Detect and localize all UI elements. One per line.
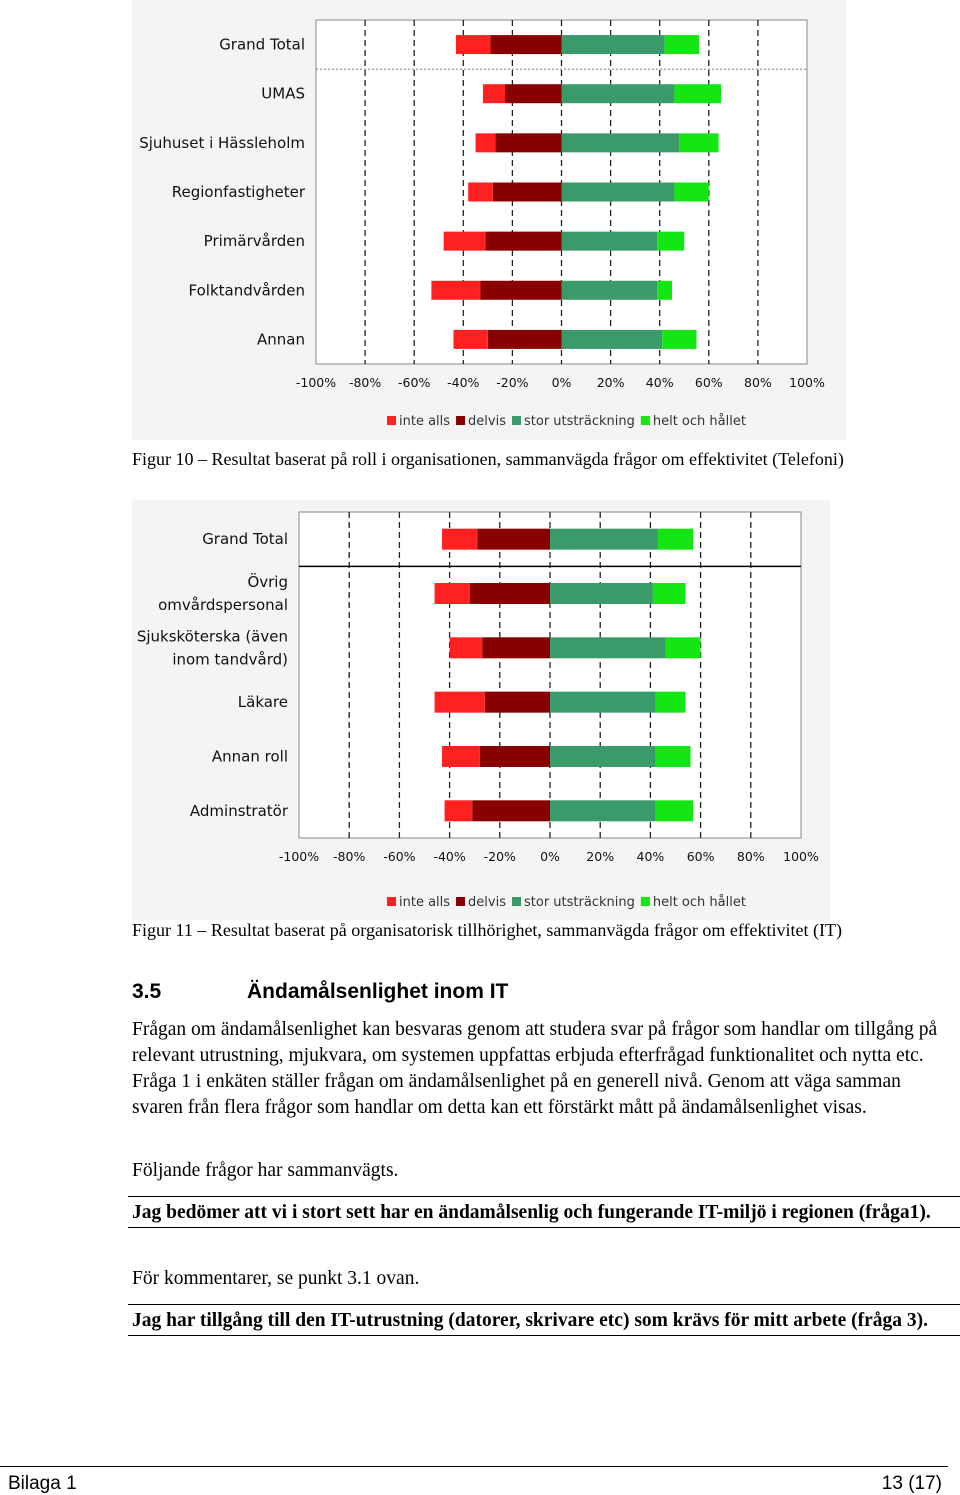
page-number: 13 (17) [881,1473,942,1494]
tick-label: -60% [383,849,416,864]
following-paragraph: Följande frågor har sammanvägts. [132,1160,399,1181]
legend-label: helt och hållet [652,414,746,429]
bar-delvis [493,182,562,201]
bar-inte-alls [442,529,477,550]
category-label: Läkare [237,693,288,712]
bar-stor-utstrackning [562,232,658,251]
bar-helt-och-hallet [655,692,685,713]
chart-figure-10 [132,0,846,440]
footer-divider [0,1466,948,1467]
bar-helt-och-hallet [658,529,693,550]
category-label: Annan roll [211,747,288,766]
bar-delvis [490,35,561,54]
tick-label: 20% [586,849,615,864]
legend-swatch [456,897,465,906]
category-label: Grand Total [202,530,288,549]
tick-label: 0% [551,375,572,390]
tick-label: 40% [645,375,674,390]
legend-swatch [512,416,521,425]
tick-label: -100% [278,849,320,864]
chart-svg-1 [132,0,846,440]
bar-helt-och-hallet [657,232,684,251]
bar-delvis [495,133,561,152]
bar-stor-utstrackning [550,800,655,821]
bar-stor-utstrackning [550,529,658,550]
legend-swatch [456,416,465,425]
category-label: Folktandvården [188,281,305,300]
bar-inte-alls [453,330,487,349]
bar-stor-utstrackning [562,35,665,54]
category-label: Regionfastigheter [171,182,305,201]
bar-stor-utstrackning [562,133,680,152]
category-label: Sjuksköterska (även [136,627,288,646]
tick-label: -40% [447,375,480,390]
bar-delvis [480,746,550,767]
question-box-3: Jag har tillgång till den IT-utrustning (datorer, skrivare etc) som krävs för mitt arbete (fråga 3). [128,1304,960,1336]
tick-label: -100% [295,375,337,390]
tick-label: 80% [744,375,772,390]
legend-label: delvis [468,414,506,429]
tick-label: 0% [540,849,560,864]
legend-swatch [641,416,650,425]
legend-label: inte alls [399,414,451,429]
tick-label: -80% [348,375,382,390]
comments-paragraph: För kommentarer, se punkt 3.1 ovan. [132,1268,420,1289]
bar-delvis [470,583,550,604]
bar-stor-utstrackning [562,84,675,103]
tick-label: 60% [686,849,715,864]
tick-label: 40% [636,849,665,864]
bar-inte-alls [445,800,473,821]
bar-helt-och-hallet [662,330,696,349]
category-label: Övrig [247,572,288,591]
bar-stor-utstrackning [562,182,675,201]
bar-helt-och-hallet [655,746,690,767]
category-label: Annan [257,330,305,349]
caption-figure-10: Figur 10 – Resultat baserat på roll i organisationen, sammanvägda frågor om effektivitet (Telefoni) [132,449,844,469]
intro-paragraph: Frågan om ändamålsenlighet kan besvaras genom att studera svar på frågor som handlar om tillgång på relevant utrustning, mjukvara, om systemen uppfattas erbjuda efterfrågad funktionalitet och nytta etc. Fråga 1 i enkäten ställer frågan om ändamålsenlighet på en generell nivå. Genom att väga samman svaren från flera frågor som handlar om detta kan ett förstärkt mått på ändamålsenlighet visas. [132,1019,938,1118]
tick-label: -80% [333,849,366,864]
bar-delvis [480,281,561,300]
section-title: Ändamålsenlighet inom IT [247,980,509,1003]
category-label: Sjuhuset i Hässleholm [139,133,305,152]
bar-delvis [505,84,561,103]
bar-stor-utstrackning [562,330,663,349]
tick-label: 100% [789,375,825,390]
bar-delvis [488,330,562,349]
bar-delvis [477,529,550,550]
bar-helt-och-hallet [674,182,708,201]
bar-inte-alls [431,281,480,300]
bar-delvis [485,692,550,713]
footer-label: Bilaga 1 [8,1473,77,1494]
category-label: Grand Total [219,35,305,54]
section-number: 3.5 [132,980,162,1003]
bar-inte-alls [444,232,486,251]
question-box-1: Jag bedömer att vi i stort sett har en ändamålsenlig och fungerande IT-miljö i regionen (fråga1). [128,1196,960,1228]
legend-label: helt och hållet [652,895,746,910]
bar-inte-alls [435,692,485,713]
tick-label: 80% [736,849,765,864]
tick-label: 60% [694,375,723,390]
legend-label: inte alls [399,895,451,910]
bar-inte-alls [476,133,496,152]
bar-inte-alls [442,746,480,767]
legend-label: stor utsträckning [524,414,635,429]
bar-helt-och-hallet [679,133,718,152]
legend-swatch [387,416,396,425]
category-label: Adminstratör [189,801,288,820]
bar-stor-utstrackning [550,583,653,604]
tick-label: -20% [483,849,516,864]
bar-helt-och-hallet [665,35,699,54]
bar-delvis [485,232,561,251]
tick-label: 20% [596,375,625,390]
bar-delvis [482,637,550,658]
bar-inte-alls [456,35,490,54]
category-label: UMAS [261,84,305,103]
category-label: inom tandvård) [172,650,288,669]
tick-label: 100% [783,849,819,864]
legend-label: stor utsträckning [524,895,635,910]
bar-stor-utstrackning [550,746,655,767]
bar-helt-och-hallet [665,637,700,658]
category-label: Primärvården [203,232,305,251]
bar-stor-utstrackning [550,637,665,658]
legend-swatch [641,897,650,906]
bar-stor-utstrackning [550,692,655,713]
bar-helt-och-hallet [655,800,693,821]
bar-stor-utstrackning [562,281,658,300]
legend-swatch [387,897,396,906]
chart-figure-11 [132,500,830,920]
chart-svg-2 [132,500,830,920]
caption-figure-11: Figur 11 – Resultat baserat på organisatorisk tillhörighet, sammanvägda frågor om effektivitet (IT) [132,920,842,940]
bar-inte-alls [483,84,505,103]
section-heading [132,980,932,1004]
tick-label: -20% [496,375,529,390]
legend-label: delvis [468,895,506,910]
tick-label: -40% [433,849,466,864]
category-label: omvårdspersonal [158,595,288,614]
legend-swatch [512,897,521,906]
bar-helt-och-hallet [657,281,672,300]
bar-delvis [472,800,550,821]
bar-helt-och-hallet [674,84,721,103]
bar-inte-alls [435,583,470,604]
bar-inte-alls [468,182,493,201]
bar-helt-och-hallet [653,583,686,604]
tick-label: -60% [398,375,431,390]
bar-inte-alls [450,637,483,658]
